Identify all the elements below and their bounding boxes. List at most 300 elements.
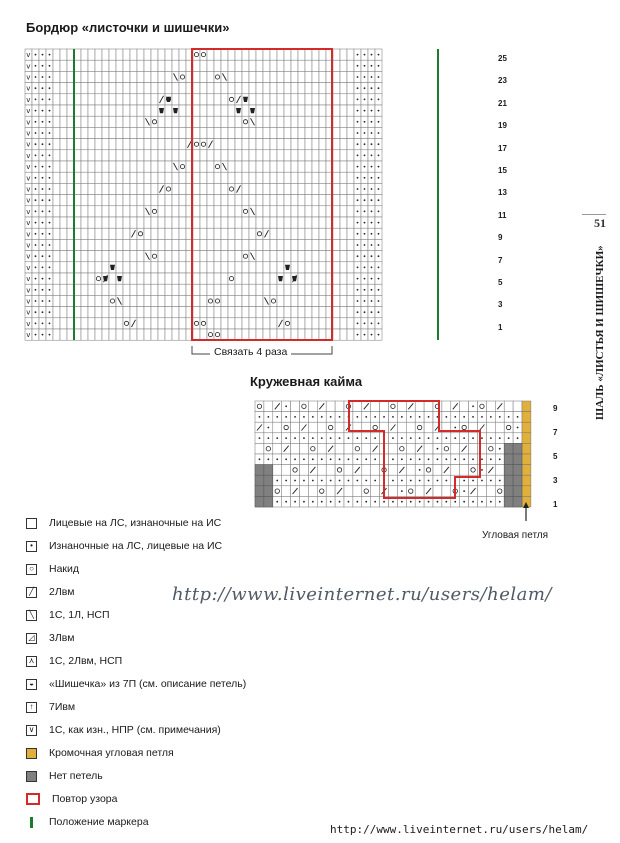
chart-cell — [228, 228, 235, 239]
chart-cell — [256, 284, 263, 295]
legend-label: Положение маркера — [49, 816, 149, 828]
chart-cell — [308, 401, 317, 412]
purl-symbol — [357, 267, 359, 269]
chart-cell — [347, 195, 354, 206]
purl-symbol — [371, 65, 373, 67]
chart-cell — [60, 83, 67, 94]
chart-cell — [81, 127, 88, 138]
purl-symbol — [42, 244, 44, 246]
chart-cell — [95, 71, 102, 82]
chart-cell — [95, 139, 102, 150]
chart-cell — [102, 206, 109, 217]
purl-symbol — [42, 121, 44, 123]
chart-cell — [123, 195, 130, 206]
chart-cell — [74, 83, 81, 94]
purl-symbol — [371, 110, 373, 112]
chart-cell — [340, 94, 347, 105]
chart-cell — [284, 251, 291, 262]
chart-cell — [207, 127, 214, 138]
chart-cell — [88, 195, 95, 206]
purl-symbol — [364, 267, 366, 269]
purl-symbol — [454, 458, 456, 460]
purl-symbol — [267, 427, 269, 429]
chart-cell — [130, 217, 137, 228]
chart-cell — [95, 239, 102, 250]
chart-cell — [317, 486, 326, 497]
purl-symbol — [357, 177, 359, 179]
chart-cell — [130, 295, 137, 306]
chart-cell — [291, 217, 298, 228]
chart-cell — [193, 105, 200, 116]
chart-cell — [53, 94, 60, 105]
chart-cell — [235, 318, 242, 329]
legend-item-skp — [26, 606, 110, 624]
chart-cell — [67, 172, 74, 183]
chart-cell — [67, 116, 74, 127]
chart-cell — [235, 161, 242, 172]
chart-cell — [81, 150, 88, 161]
chart-cell — [109, 127, 116, 138]
chart-cell — [442, 401, 451, 412]
chart-cell — [249, 262, 256, 273]
chart-cell — [235, 150, 242, 161]
slip-symbol: v — [26, 308, 31, 317]
chart-cell — [270, 206, 277, 217]
chart-cell — [165, 273, 172, 284]
chart-cell — [406, 465, 415, 476]
chart-cell — [221, 273, 228, 284]
chart-cell — [109, 318, 116, 329]
chart-cell — [109, 329, 116, 340]
chart-cell — [214, 60, 221, 71]
purl-symbol — [371, 76, 373, 78]
chart-cell — [144, 262, 151, 273]
chart-cell — [214, 127, 221, 138]
chart-cell — [60, 116, 67, 127]
chart-cell — [221, 60, 228, 71]
chart-cell — [263, 239, 270, 250]
purl-symbol — [378, 199, 380, 201]
purl-symbol — [357, 143, 359, 145]
purl-symbol — [364, 289, 366, 291]
chart-cell — [130, 183, 137, 194]
chart-cell — [172, 206, 179, 217]
purl-symbol — [276, 480, 278, 482]
chart-cell — [242, 60, 249, 71]
chart-cell — [221, 295, 228, 306]
chart-cell — [235, 172, 242, 183]
chart-cell — [116, 139, 123, 150]
chart-cell — [221, 139, 228, 150]
purl-symbol — [378, 54, 380, 56]
chart-cell — [277, 295, 284, 306]
chart-cell — [193, 94, 200, 105]
chart-cell — [144, 60, 151, 71]
chart-cell — [284, 94, 291, 105]
chart-cell — [130, 150, 137, 161]
chart-cell — [305, 49, 312, 60]
chart-cell — [172, 150, 179, 161]
chart-cell — [172, 183, 179, 194]
chart-cell — [151, 217, 158, 228]
chart-cell — [88, 239, 95, 250]
purl-symbol — [364, 177, 366, 179]
chart-cell — [158, 150, 165, 161]
chart-cell — [102, 83, 109, 94]
purl-symbol — [517, 416, 519, 418]
chart-cell — [109, 273, 116, 284]
legend-item-yo — [26, 560, 79, 578]
chart-cell — [144, 284, 151, 295]
chart-cell — [256, 49, 263, 60]
chart-cell — [460, 401, 469, 412]
chart-cell — [415, 401, 424, 412]
slip-symbol: v — [26, 230, 31, 239]
chart-cell — [60, 284, 67, 295]
slip-symbol: v — [26, 331, 31, 340]
chart-cell — [312, 183, 319, 194]
row-number: 3 — [498, 300, 503, 310]
slip-symbol: v — [26, 84, 31, 93]
chart-cell — [53, 295, 60, 306]
chart-cell — [144, 172, 151, 183]
purl-symbol — [410, 480, 412, 482]
chart-cell — [144, 318, 151, 329]
purl-symbol — [410, 437, 412, 439]
chart-cell — [298, 307, 305, 318]
corner-stitch-cell — [522, 422, 531, 433]
chart-cell — [74, 307, 81, 318]
chart-cell — [319, 217, 326, 228]
chart-cell — [102, 217, 109, 228]
chart-cell — [284, 161, 291, 172]
chart-cell — [165, 172, 172, 183]
purl-symbol — [330, 416, 332, 418]
purl-symbol — [357, 278, 359, 280]
purl-symbol — [303, 501, 305, 503]
chart-cell — [263, 71, 270, 82]
chart-cell — [214, 307, 221, 318]
no-stitch-cell — [504, 496, 513, 507]
legend-label: Нет петель — [49, 770, 103, 782]
chart-cell — [172, 94, 179, 105]
chart-cell — [249, 49, 256, 60]
chart-cell — [102, 307, 109, 318]
purl-symbol — [371, 54, 373, 56]
chart-cell — [67, 49, 74, 60]
footer-url[interactable]: http://www.liveinternet.ru/users/helam/ — [330, 823, 589, 836]
chart-cell — [242, 161, 249, 172]
chart-cell — [312, 206, 319, 217]
chart-cell — [53, 139, 60, 150]
chart-cell — [67, 105, 74, 116]
corner-stitch-cell — [522, 443, 531, 454]
chart-cell — [60, 239, 67, 250]
chart-cell — [81, 139, 88, 150]
chart-cell — [298, 329, 305, 340]
slip-symbol: v — [26, 263, 31, 272]
chart-cell — [109, 83, 116, 94]
chart-cell — [270, 161, 277, 172]
purl-symbol — [419, 458, 421, 460]
chart-cell — [151, 105, 158, 116]
chart-cell — [144, 139, 151, 150]
chart-cell — [102, 139, 109, 150]
purl-symbol — [378, 110, 380, 112]
purl-symbol — [365, 480, 367, 482]
chart-cell — [284, 307, 291, 318]
chart-cell — [277, 49, 284, 60]
purl-symbol — [357, 311, 359, 313]
chart-cell — [102, 116, 109, 127]
purl-symbol — [490, 480, 492, 482]
chart-cell — [249, 94, 256, 105]
chart-cell — [347, 71, 354, 82]
chart-cell — [179, 251, 186, 262]
chart-cell — [102, 262, 109, 273]
chart-cell — [165, 71, 172, 82]
purl-symbol — [42, 222, 44, 224]
chart-cell — [123, 60, 130, 71]
chart-cell — [270, 139, 277, 150]
chart-cell — [95, 94, 102, 105]
legend-item-marker — [26, 813, 149, 831]
chart-cell — [284, 228, 291, 239]
chart-cell — [228, 161, 235, 172]
purl-symbol — [42, 199, 44, 201]
purl-symbol — [42, 278, 44, 280]
chart-cell — [179, 295, 186, 306]
chart-cell — [228, 83, 235, 94]
chart-cell — [95, 217, 102, 228]
purl-symbol — [49, 233, 51, 235]
chart-cell — [333, 83, 340, 94]
chart-cell — [67, 206, 74, 217]
chart-cell — [193, 116, 200, 127]
chart-cell — [340, 127, 347, 138]
chart-cell — [305, 262, 312, 273]
chart-cell — [207, 172, 214, 183]
chart-cell — [256, 307, 263, 318]
chart-cell — [200, 307, 207, 318]
chart-cell — [123, 239, 130, 250]
chart-cell — [158, 295, 165, 306]
chart-cell — [193, 127, 200, 138]
chart-cell — [347, 217, 354, 228]
chart-cell — [200, 273, 207, 284]
purl-symbol — [49, 110, 51, 112]
row-number: 25 — [498, 54, 507, 63]
chart-cell — [88, 183, 95, 194]
legend-label: Повтор узора — [52, 793, 118, 805]
chart-cell — [95, 83, 102, 94]
chart-cell — [442, 486, 451, 497]
chart-cell — [340, 329, 347, 340]
chart-cell — [340, 172, 347, 183]
chart-cell — [95, 251, 102, 262]
chart-cell — [102, 94, 109, 105]
no-stitch-cell — [504, 443, 513, 454]
chart-cell — [137, 329, 144, 340]
purl-symbol — [428, 458, 430, 460]
chart-cell — [67, 71, 74, 82]
chart-cell — [74, 284, 81, 295]
chart-cell — [207, 239, 214, 250]
purl-symbol — [419, 501, 421, 503]
chart-cell — [504, 422, 513, 433]
watermark: http://www.liveinternet.ru/users/helam/ — [172, 584, 552, 605]
chart-cell — [347, 105, 354, 116]
purl-symbol — [463, 490, 465, 492]
chart-cell — [415, 486, 424, 497]
chart-cell — [333, 116, 340, 127]
chart-cell — [326, 486, 335, 497]
lace-chart — [252, 398, 542, 510]
chart-cell — [249, 239, 256, 250]
chart-cell — [123, 273, 130, 284]
chart-cell — [478, 443, 487, 454]
legend-label: 3Лвм — [49, 632, 75, 644]
chart-cell — [137, 206, 144, 217]
purl-symbol — [35, 54, 37, 56]
chart-cell — [298, 105, 305, 116]
legend-label: 1С, 2Лвм, НСП — [49, 655, 123, 667]
chart-cell — [123, 161, 130, 172]
chart-cell — [207, 206, 214, 217]
chart-cell — [151, 284, 158, 295]
no-stitch-cell — [504, 486, 513, 497]
chart-cell — [137, 105, 144, 116]
chart-cell — [179, 329, 186, 340]
chart-cell — [88, 228, 95, 239]
chart-cell — [300, 443, 309, 454]
chart-cell — [298, 206, 305, 217]
chart-cell — [137, 284, 144, 295]
chart-cell — [228, 239, 235, 250]
chart-cell — [291, 71, 298, 82]
chart-cell — [144, 83, 151, 94]
chart-cell — [172, 329, 179, 340]
purl-symbol — [378, 121, 380, 123]
chart-cell — [228, 116, 235, 127]
chart-cell — [179, 49, 186, 60]
purl-symbol — [445, 437, 447, 439]
chart-cell — [81, 284, 88, 295]
chart-cell — [319, 307, 326, 318]
chart-cell — [151, 318, 158, 329]
slip-symbol: v — [26, 286, 31, 295]
chart-cell — [165, 318, 172, 329]
chart-cell — [144, 273, 151, 284]
chart-cell — [165, 284, 172, 295]
side-caption: ШАЛЬ «ЛИСТЬЯ И ШИШЕЧКИ» — [594, 245, 606, 420]
chart-cell — [109, 206, 116, 217]
chart-cell — [158, 49, 165, 60]
chart-cell — [362, 465, 371, 476]
chart-cell — [277, 307, 284, 318]
chart-cell — [319, 127, 326, 138]
chart-cell — [81, 273, 88, 284]
chart-cell — [200, 284, 207, 295]
no-stitch-cell — [264, 486, 273, 497]
corner-stitch-cell — [522, 486, 531, 497]
purl-symbol — [357, 54, 359, 56]
chart-cell — [158, 139, 165, 150]
chart-cell — [67, 94, 74, 105]
chart-cell — [123, 139, 130, 150]
chart-cell — [249, 71, 256, 82]
chart-cell — [81, 228, 88, 239]
chart-cell — [312, 307, 319, 318]
chart-cell — [151, 139, 158, 150]
purl-symbol — [49, 76, 51, 78]
legend-label: Лицевые на ЛС, изнаночные на ИС — [49, 517, 222, 529]
purl-symbol — [472, 416, 474, 418]
chart-cell — [228, 60, 235, 71]
chart-cell — [116, 127, 123, 138]
chart-cell — [74, 262, 81, 273]
purl-symbol — [428, 437, 430, 439]
chart-cell — [340, 273, 347, 284]
chart-cell — [312, 251, 319, 262]
chart-cell — [273, 443, 282, 454]
chart-cell — [109, 116, 116, 127]
purl-symbol — [419, 437, 421, 439]
chart-cell — [130, 172, 137, 183]
chart-cell — [298, 60, 305, 71]
chart-cell — [284, 83, 291, 94]
chart-cell — [123, 217, 130, 228]
chart-cell — [88, 273, 95, 284]
chart-cell — [172, 284, 179, 295]
slip-symbol: v — [26, 140, 31, 149]
chart-cell — [123, 251, 130, 262]
slip-symbol: v — [26, 51, 31, 60]
chart-cell — [109, 217, 116, 228]
chart-cell — [347, 307, 354, 318]
chart-cell — [242, 295, 249, 306]
chart-cell — [478, 401, 487, 412]
chart-cell — [109, 251, 116, 262]
chart-cell — [102, 195, 109, 206]
chart-cell — [95, 49, 102, 60]
chart-cell — [300, 465, 309, 476]
purl-symbol — [357, 255, 359, 257]
chart-cell — [256, 161, 263, 172]
chart-cell — [221, 307, 228, 318]
slip-symbol: v — [26, 174, 31, 183]
chart-cell — [95, 295, 102, 306]
chart-cell — [151, 329, 158, 340]
chart-cell — [165, 139, 172, 150]
chart-cell — [53, 116, 60, 127]
chart-cell — [88, 139, 95, 150]
chart-cell — [284, 239, 291, 250]
chart-cell — [88, 251, 95, 262]
chart-cell — [270, 83, 277, 94]
chart-cell — [123, 150, 130, 161]
chart-cell — [305, 127, 312, 138]
chart-cell — [102, 49, 109, 60]
purl-symbol — [374, 437, 376, 439]
chart-cell — [319, 172, 326, 183]
purl-symbol — [378, 177, 380, 179]
chart-cell — [207, 49, 214, 60]
chart-cell — [291, 183, 298, 194]
chart-cell — [74, 150, 81, 161]
chart-cell — [53, 262, 60, 273]
purl-symbol — [276, 458, 278, 460]
